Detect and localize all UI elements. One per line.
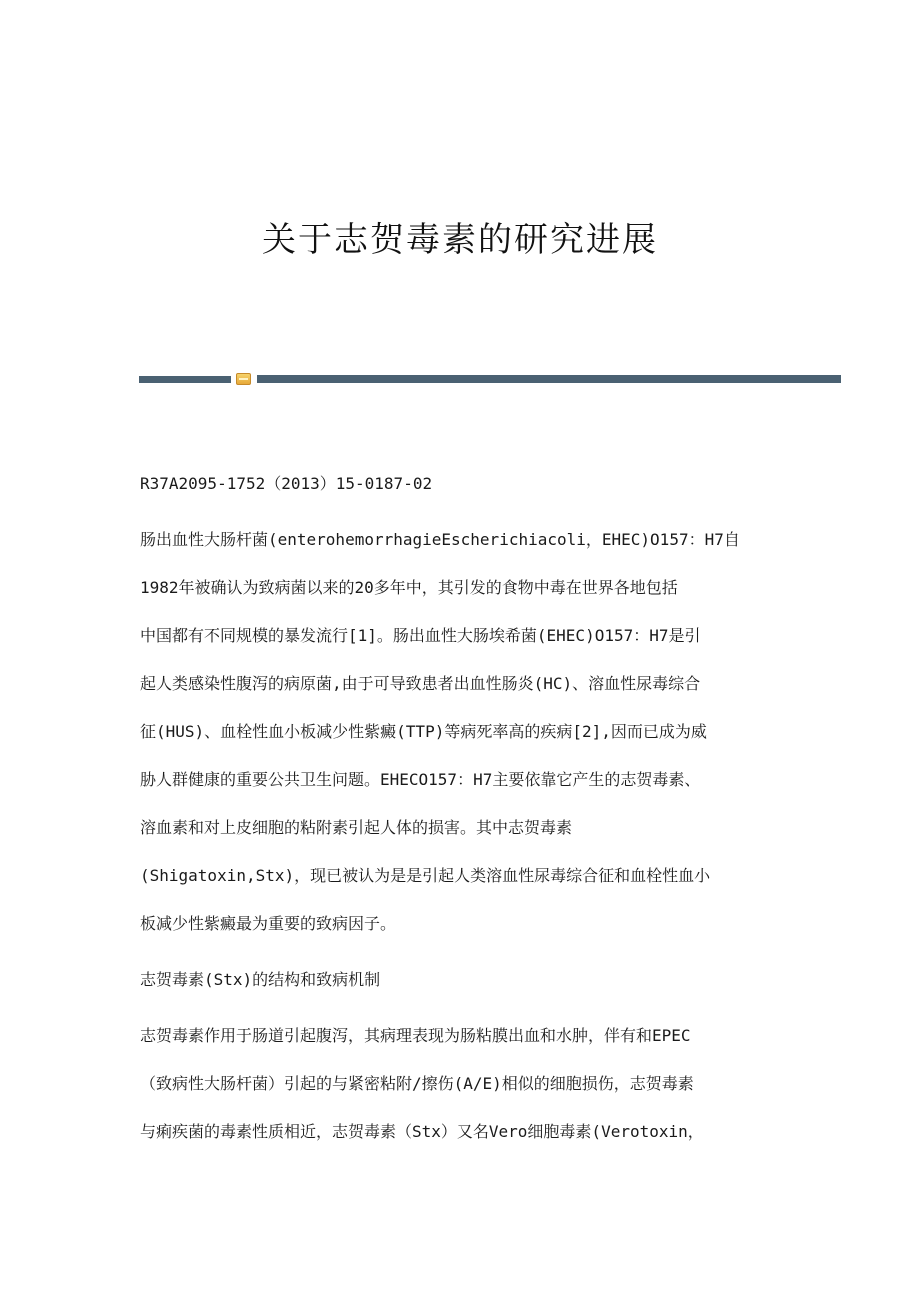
- paragraph-line: 起人类感染性腹泻的病原菌,由于可导致患者出血性肠炎(HC)、溶血性尿毒综合: [140, 674, 701, 693]
- paragraph-line: 征(HUS)、血栓性血小板减少性紫癜(TTP)等病死率高的疾病[2],因而已成为威: [140, 722, 707, 741]
- classification-code: R37A2095-1752（2013）15-0187-02: [140, 474, 433, 493]
- paragraph-line: (Shigatoxin,Stx)，现已被认为是是引起人类溶血性尿毒综合征和血栓性血小: [140, 866, 711, 885]
- page-title: 关于志贺毒素的研究进展: [262, 220, 658, 260]
- divider-bar-right: [257, 375, 841, 383]
- title-divider: [139, 372, 841, 388]
- paragraph-line: 1982年被确认为致病菌以来的20多年中，其引发的食物中毒在世界各地包括: [140, 578, 678, 597]
- paragraph-line: 溶血素和对上皮细胞的粘附素引起人体的损害。其中志贺毒素: [140, 818, 573, 837]
- document-divider-icon: [236, 373, 251, 385]
- paragraph-line: 胁人群健康的重要公共卫生问题。EHECO157：H7主要依靠它产生的志贺毒素、: [140, 770, 701, 789]
- paragraph-line: （致病性大肠杆菌）引起的与紧密粘附/擦伤(A/E)相似的细胞损伤，志贺毒素: [140, 1074, 694, 1093]
- divider-bar-left: [139, 376, 231, 383]
- paragraph-line: 与痢疾菌的毒素性质相近，志贺毒素（Stx）又名Vero细胞毒素(Verotoxin，: [140, 1122, 704, 1141]
- paragraph-line: 中国都有不同规模的暴发流行[1]。肠出血性大肠埃希菌(EHEC)O157：H7是引: [140, 626, 701, 645]
- paragraph-line: 肠出血性大肠杆菌(enterohemorrhagieEscherichiacoli，EHEC)O157：H7自: [140, 530, 740, 549]
- section-heading: 志贺毒素(Stx)的结构和致病机制: [140, 970, 381, 989]
- paragraph-line: 志贺毒素作用于肠道引起腹泻，其病理表现为肠粘膜出血和水肿，伴有和EPEC: [140, 1026, 691, 1045]
- paragraph-line: 板减少性紫癜最为重要的致病因子。: [140, 914, 397, 933]
